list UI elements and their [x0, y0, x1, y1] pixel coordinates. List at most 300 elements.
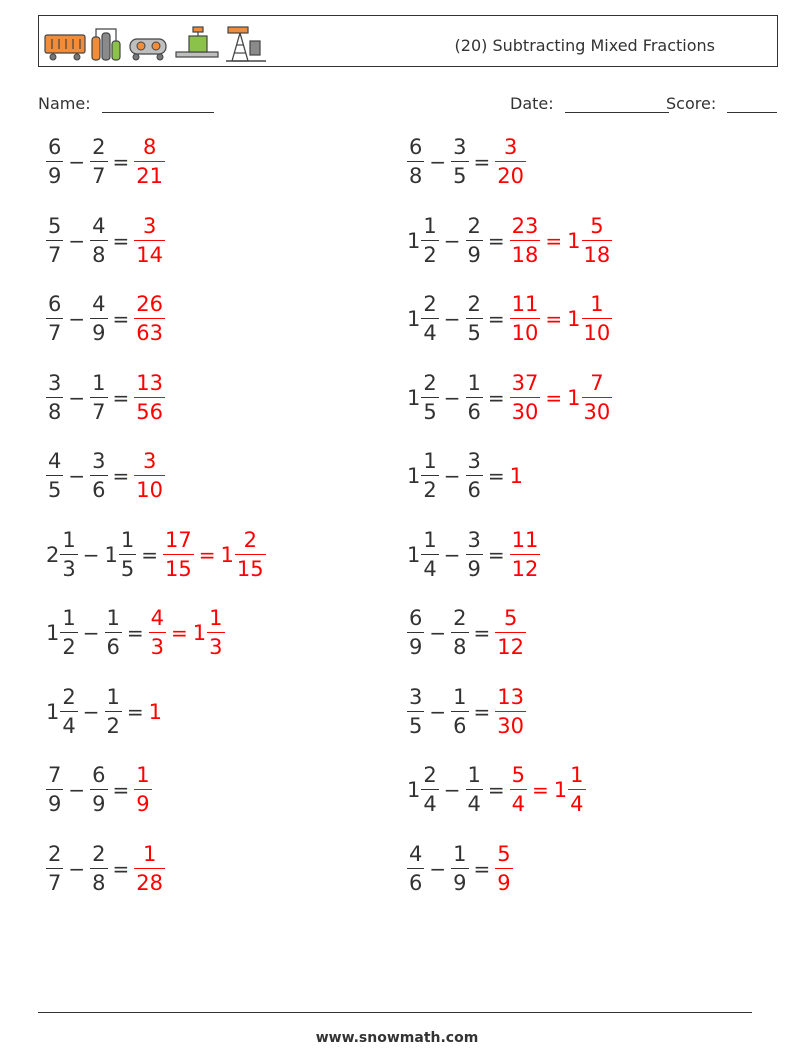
answer-denominator: 12: [495, 632, 526, 658]
problem-item: [46, 837, 165, 901]
subtrahend-fraction: [90, 765, 107, 815]
minuend-numerator: 1: [423, 213, 437, 238]
minuend-fraction: [60, 684, 77, 738]
answer-numerator: 7: [590, 370, 604, 395]
subtrahend-fraction: [451, 841, 468, 895]
answer-whole: 1: [148, 699, 163, 724]
equals-sign: =: [487, 542, 505, 567]
subtrahend-denominator: 7: [90, 161, 107, 187]
answer-denominator: 14: [134, 240, 165, 266]
answer-fraction: [568, 765, 585, 815]
answer-denominator: 28: [134, 868, 165, 894]
subtrahend-fraction: [466, 527, 483, 581]
subtrahend-numerator: 4: [92, 213, 106, 238]
equals-sign: =: [487, 228, 505, 253]
answer-numerator: 1: [209, 606, 223, 630]
subtrahend-fraction: [466, 370, 483, 424]
minuend-fraction: [46, 841, 63, 895]
minuend-fraction: [421, 451, 438, 501]
minus-sign: −: [68, 464, 86, 488]
equals-sign: =: [141, 542, 159, 567]
answer: [510, 294, 613, 344]
answer-whole: 1: [553, 778, 568, 802]
subtrahend-fraction: [90, 841, 107, 895]
equals-sign: =: [112, 228, 130, 253]
answer-fraction: [510, 765, 527, 815]
problem-item: [407, 130, 526, 194]
subtrahend-denominator: 6: [466, 397, 483, 423]
answer: [510, 213, 613, 267]
minuend-numerator: 4: [48, 449, 62, 473]
problem-item: [46, 680, 163, 744]
minuend-numerator: 2: [423, 370, 437, 395]
minuend-whole: 1: [407, 542, 421, 567]
problem-item: [407, 601, 526, 665]
minuend-numerator: 7: [48, 763, 62, 787]
equals-sign: =: [112, 464, 130, 488]
minuend-whole: 1: [46, 621, 60, 645]
minuend-numerator: 2: [423, 763, 437, 787]
problem-item: [407, 523, 540, 587]
worksheet-title: (20) Subtracting Mixed Fractions: [454, 36, 715, 55]
problem-item: [46, 601, 225, 665]
minus-sign: −: [68, 228, 86, 253]
subtrahend-numerator: 1: [92, 370, 106, 395]
minuend-denominator: 5: [407, 711, 424, 737]
minuend-whole: 1: [46, 699, 60, 724]
subtrahend-numerator: 3: [453, 135, 467, 159]
answer-fraction: [134, 370, 165, 424]
answer: [510, 464, 524, 488]
subtrahend-numerator: 1: [467, 370, 481, 395]
minuend-fraction: [421, 370, 438, 424]
minuend-fraction: [407, 137, 424, 187]
problem-item: [407, 680, 526, 744]
equals-sign: =: [487, 464, 505, 488]
minuend-fraction: [46, 294, 63, 344]
answer-numerator: 1: [590, 292, 604, 316]
minuend-fraction: [421, 294, 438, 344]
minuend-whole: 1: [407, 307, 421, 331]
subtrahend-fraction: [90, 370, 107, 424]
minus-sign: −: [429, 699, 447, 724]
minus-sign: −: [429, 856, 447, 881]
oil-pump-jack-icon: [226, 27, 266, 61]
minuend-denominator: 4: [60, 711, 77, 737]
subtrahend-numerator: 2: [92, 841, 106, 866]
subtrahend-fraction: [466, 451, 483, 501]
answer-numerator: 8: [142, 135, 157, 159]
minus-sign: −: [443, 385, 461, 410]
equals-sign: =: [112, 150, 130, 174]
answer-numerator: 26: [136, 292, 164, 316]
footer-url: www.snowmath.com: [315, 1030, 479, 1046]
date-label: Date:: [510, 94, 554, 113]
answer-numerator: 1: [136, 763, 150, 787]
answer: [134, 137, 165, 187]
subtrahend-numerator: 4: [92, 292, 106, 316]
answer-denominator: 12: [510, 554, 541, 580]
minuend-fraction: [421, 527, 438, 581]
answer-equals-sign: =: [171, 621, 188, 645]
subtrahend-fraction: [119, 527, 136, 581]
problem-item: [407, 366, 612, 430]
minuend-denominator: 4: [421, 318, 438, 344]
subtrahend-denominator: 4: [466, 789, 483, 815]
minus-sign: −: [443, 228, 461, 253]
tank-truck-icon: [130, 39, 166, 60]
minuend-denominator: 2: [60, 632, 77, 658]
minus-sign: −: [429, 150, 447, 174]
answer-numerator: 1: [142, 841, 157, 866]
equals-sign: =: [112, 307, 130, 331]
answer-fraction: [495, 137, 526, 187]
answer-denominator: 10: [510, 318, 541, 344]
subtrahend-denominator: 9: [451, 868, 468, 894]
answer-numerator: 5: [503, 606, 518, 630]
subtrahend-numerator: 2: [92, 135, 106, 159]
answer-denominator: 3: [149, 632, 166, 658]
minuend-whole: 1: [407, 464, 421, 488]
answer-equals-sign: =: [545, 307, 563, 331]
subtrahend-numerator: 1: [120, 527, 135, 552]
answer: [510, 765, 586, 815]
equals-sign: =: [473, 621, 491, 645]
subtrahend-denominator: 2: [105, 711, 122, 737]
header-box: [38, 15, 778, 67]
minus-sign: −: [443, 778, 461, 802]
answer-denominator: 56: [134, 397, 165, 423]
answer-numerator: 1: [570, 763, 584, 787]
minuend-numerator: 4: [409, 841, 423, 866]
problem-item: [407, 209, 612, 273]
answer-fraction: [582, 294, 613, 344]
name-label: Name:: [38, 94, 91, 113]
equals-sign: =: [487, 778, 505, 802]
answer-fraction: [163, 527, 194, 581]
date-field: [510, 94, 669, 113]
answer: [495, 841, 512, 895]
minuend-denominator: 7: [46, 240, 63, 266]
minuend-fraction: [46, 370, 63, 424]
problem-item: [407, 758, 586, 822]
subtrahend-numerator: 2: [467, 213, 481, 238]
subtrahend-denominator: 5: [451, 161, 468, 187]
minuend-whole: 2: [46, 542, 60, 567]
answer-numerator: 17: [165, 527, 192, 552]
answer: [163, 527, 266, 581]
equals-sign: =: [473, 856, 491, 881]
subtrahend-denominator: 6: [466, 475, 483, 501]
minuend-fraction: [407, 684, 424, 738]
subtrahend-fraction: [90, 213, 107, 267]
answer-denominator: 9: [134, 789, 151, 815]
equals-sign: =: [487, 385, 505, 410]
minuend-denominator: 9: [407, 632, 424, 658]
minuend-fraction: [46, 451, 63, 501]
minuend-denominator: 5: [421, 397, 438, 423]
subtrahend-denominator: 9: [90, 789, 107, 815]
score-label: Score:: [666, 94, 717, 113]
answer-denominator: 9: [495, 868, 512, 894]
subtrahend-fraction: [105, 608, 122, 658]
subtrahend-fraction: [90, 137, 107, 187]
minuend-denominator: 6: [407, 868, 424, 894]
subtrahend-numerator: 1: [106, 606, 120, 630]
score-field: [666, 94, 777, 113]
gas-cylinders-icon: [92, 29, 120, 60]
equals-sign: =: [112, 385, 130, 410]
minuend-denominator: 2: [421, 475, 438, 501]
answer-fraction: [510, 213, 541, 267]
minuend-fraction: [407, 608, 424, 658]
minuend-denominator: 4: [421, 554, 438, 580]
minuend-numerator: 1: [423, 527, 437, 552]
equals-sign: =: [112, 778, 130, 802]
subtrahend-denominator: 8: [90, 240, 107, 266]
answer-fraction: [495, 841, 512, 895]
answer-whole: 1: [567, 228, 581, 253]
subtrahend-numerator: 2: [467, 292, 481, 316]
answer-equals-sign: =: [532, 778, 549, 802]
answer: [149, 608, 225, 658]
answer-denominator: 30: [582, 397, 613, 423]
answer-numerator: 4: [150, 606, 165, 630]
minuend-denominator: 8: [46, 397, 63, 423]
subtrahend-numerator: 2: [453, 606, 467, 630]
answer-numerator: 37: [511, 370, 539, 395]
answer: [134, 451, 165, 501]
subtrahend-numerator: 1: [467, 763, 481, 787]
answer: [134, 370, 165, 424]
subtrahend-fraction: [451, 137, 468, 187]
answer-whole: 1: [509, 464, 524, 488]
answer-numerator: 3: [142, 213, 157, 238]
subtrahend-denominator: 7: [90, 397, 107, 423]
minuend-whole: 1: [407, 228, 421, 253]
minus-sign: −: [429, 621, 447, 645]
minuend-fraction: [46, 765, 63, 815]
minuend-numerator: 1: [423, 449, 437, 473]
subtrahend-fraction: [466, 765, 483, 815]
score-line[interactable]: [727, 96, 777, 113]
problem-item: [46, 130, 165, 194]
footer-divider: [38, 1012, 752, 1013]
minuend-denominator: 8: [407, 161, 424, 187]
problem-item: [407, 444, 524, 508]
minuend-denominator: 4: [421, 789, 438, 815]
minuend-numerator: 1: [62, 527, 76, 552]
subtrahend-numerator: 1: [453, 841, 467, 866]
minus-sign: −: [82, 542, 100, 567]
answer-denominator: 15: [235, 554, 266, 580]
equals-sign: =: [112, 856, 130, 881]
subtrahend-numerator: 3: [467, 527, 481, 552]
answer-numerator: 5: [590, 213, 604, 238]
answer-fraction: [134, 765, 151, 815]
minus-sign: −: [68, 385, 86, 410]
problem-item: [46, 366, 165, 430]
answer-fraction: [134, 137, 165, 187]
answer-denominator: 30: [495, 711, 526, 737]
answer-numerator: 3: [142, 449, 157, 473]
equals-sign: =: [487, 307, 505, 331]
answer-numerator: 13: [497, 684, 525, 709]
minuend-denominator: 7: [46, 318, 63, 344]
minuend-whole: 1: [407, 778, 421, 802]
answer-whole: 1: [220, 542, 234, 567]
subtrahend-fraction: [451, 608, 468, 658]
minuend-denominator: 3: [60, 554, 77, 580]
subtrahend-numerator: 1: [453, 684, 467, 709]
minuend-fraction: [407, 841, 424, 895]
answer-denominator: 18: [510, 240, 541, 266]
subtrahend-fraction: [466, 213, 483, 267]
rail-tank-wagon-icon: [45, 35, 85, 60]
answer-fraction: [510, 370, 541, 424]
minus-sign: −: [68, 307, 86, 331]
answer-whole: 1: [567, 385, 581, 410]
answer-numerator: 5: [497, 841, 511, 866]
minuend-fraction: [60, 608, 77, 658]
co2-pipeline-icon: [176, 27, 218, 57]
answer-equals-sign: =: [545, 385, 563, 410]
minuend-numerator: 1: [62, 606, 76, 630]
minuend-numerator: 3: [48, 370, 62, 395]
answer-denominator: 4: [510, 789, 527, 815]
minuend-fraction: [421, 213, 438, 267]
answer-denominator: 3: [207, 632, 224, 658]
minus-sign: −: [68, 150, 86, 174]
answer-fraction: [510, 527, 541, 581]
answer-fraction: [582, 213, 613, 267]
answer-denominator: 18: [582, 240, 613, 266]
answer-numerator: 11: [511, 292, 539, 316]
answer-denominator: 10: [134, 475, 165, 501]
minuend-fraction: [421, 765, 438, 815]
minuend-denominator: 2: [421, 240, 438, 266]
answer-fraction: [495, 608, 526, 658]
answer-numerator: 3: [503, 135, 518, 159]
answer-equals-sign: =: [545, 228, 563, 253]
answer-numerator: 11: [511, 527, 539, 552]
answer: [495, 137, 526, 187]
answer: [134, 213, 165, 267]
answer-fraction: [495, 684, 526, 738]
problem-item: [46, 523, 266, 587]
subtrahend-denominator: 5: [466, 318, 483, 344]
minuend-numerator: 2: [48, 841, 62, 866]
subtrahend-fraction: [451, 684, 468, 738]
date-line[interactable]: [565, 96, 669, 113]
answer: [134, 841, 165, 895]
answer-fraction: [149, 608, 166, 658]
answer-numerator: 13: [136, 370, 164, 395]
minus-sign: −: [68, 778, 86, 802]
answer-denominator: 21: [134, 161, 165, 187]
answer-fraction: [134, 841, 165, 895]
subtrahend-denominator: 9: [90, 318, 107, 344]
minuend-whole: 1: [407, 385, 421, 410]
problem-item: [46, 758, 152, 822]
equals-sign: =: [126, 699, 144, 724]
minus-sign: −: [443, 542, 461, 567]
minus-sign: −: [82, 621, 100, 645]
answer-fraction: [207, 608, 224, 658]
answer: [510, 527, 541, 581]
name-field: [38, 94, 214, 113]
answer-fraction: [582, 370, 613, 424]
subtrahend-numerator: 6: [92, 763, 106, 787]
minuend-denominator: 9: [46, 789, 63, 815]
minuend-fraction: [46, 213, 63, 267]
problem-item: [46, 444, 165, 508]
answer-fraction: [134, 451, 165, 501]
answer-fraction: [235, 527, 266, 581]
answer: [510, 370, 613, 424]
answer-denominator: 63: [134, 318, 165, 344]
minuend-denominator: 7: [46, 868, 63, 894]
answer-denominator: 10: [582, 318, 613, 344]
subtrahend-denominator: 6: [451, 711, 468, 737]
answer: [134, 765, 151, 815]
subtrahend-numerator: 3: [467, 449, 481, 473]
minus-sign: −: [68, 856, 86, 881]
header-icons: [44, 21, 269, 63]
answer-denominator: 20: [495, 161, 526, 187]
minuend-numerator: 6: [409, 606, 423, 630]
answer: [495, 608, 526, 658]
subtrahend-fraction: [105, 684, 122, 738]
subtrahend-fraction: [466, 294, 483, 344]
minuend-numerator: 6: [48, 292, 62, 316]
subtrahend-numerator: 3: [92, 449, 106, 473]
answer-denominator: 4: [568, 789, 585, 815]
subtrahend-denominator: 6: [90, 475, 107, 501]
answer-whole: 1: [567, 307, 581, 331]
subtrahend-fraction: [90, 294, 107, 344]
minuend-numerator: 6: [409, 135, 423, 159]
equals-sign: =: [473, 150, 491, 174]
minuend-denominator: 9: [46, 161, 63, 187]
minus-sign: −: [82, 699, 100, 724]
minuend-numerator: 5: [48, 213, 62, 238]
minuend-numerator: 2: [423, 292, 437, 316]
answer-fraction: [134, 294, 165, 344]
answer-whole: 1: [192, 621, 207, 645]
subtrahend-denominator: 9: [466, 240, 483, 266]
answer-denominator: 15: [163, 554, 194, 580]
minus-sign: −: [443, 464, 461, 488]
answer-equals-sign: =: [198, 542, 216, 567]
minuend-fraction: [60, 527, 77, 581]
equals-sign: =: [126, 621, 144, 645]
problem-item: [407, 837, 513, 901]
answer-numerator: 2: [243, 527, 257, 552]
problem-item: [407, 287, 612, 351]
equals-sign: =: [473, 699, 491, 724]
answer-numerator: 5: [511, 763, 526, 787]
minuend-fraction: [46, 137, 63, 187]
problem-item: [46, 209, 165, 273]
answer: [134, 294, 165, 344]
subtrahend-whole: 1: [104, 542, 118, 567]
minuend-numerator: 2: [62, 684, 76, 709]
subtrahend-denominator: 8: [451, 632, 468, 658]
subtrahend-denominator: 6: [105, 632, 122, 658]
subtrahend-denominator: 8: [90, 868, 107, 894]
name-line[interactable]: [102, 96, 214, 113]
